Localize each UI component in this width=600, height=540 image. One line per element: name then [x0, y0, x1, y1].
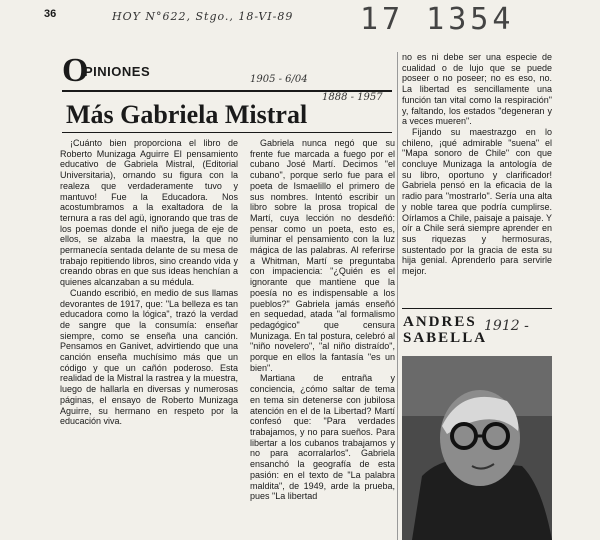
handwritten-reference-number: 17 1354 — [360, 2, 515, 37]
paragraph: Cuando escribió, en medio de sus llamas devorantes de 1917, que: "La belleza es tan educadora como la lógica", trazó la verdad de sangre que la consumía: enseñar siempre, como se enseña una canción. Pensamos en Ganivet, advirtiendo que una canción enseña muchísimo más que un código y que un cañón poderoso. Esta realidad de la Mistral la rastrea y la muestra, luego de hallarla en diversas y numerosas páginas, el ensayo de Roberto Munizaga Aguirre, su hermano en respeto por la educación viva. — [60, 287, 238, 427]
section-label — [62, 54, 162, 88]
handwritten-source-note: HOY N°622, Stgo., 18-VI-89 — [112, 10, 294, 23]
portrait-illustration — [402, 356, 552, 540]
author-portrait-photo — [402, 356, 552, 540]
headline-rule — [62, 132, 392, 133]
author-last-name: SABELLA — [403, 330, 488, 346]
handwritten-author-note: 1912 - — [484, 318, 529, 334]
paragraph: ¡Cuánto bien proporciona el libro de Roberto Munizaga Aguirre El pensamiento educativo de Gabriela Mistral, (Editorial Universitaria), ornando su figura con la realeza que verdaderamente tuvo y mantuvo! Fue la Educadora. Nos acostumbramos a la exaltadora de la ternura a ras del agü, ignorando que tras de los poemas donde el niño juega de eje de ellos, se alzaba la maestra, la que no permanecía sentada delante de su mesa de trabajo repitiendo libros, sino creando vida y creando obras en que sus ideas henchían a quienes alcanzaban a su médula. — [60, 138, 238, 288]
article-column-2 — [250, 138, 395, 502]
section-initial: O — [62, 52, 89, 89]
section-rest: PINIONES — [84, 64, 151, 79]
handwritten-dates-1: 1905 - 6/04 — [250, 74, 308, 85]
page-number: 36 — [44, 8, 57, 20]
article-column-3 — [402, 52, 552, 277]
handwritten-dates-2: 1888 - 1957 — [322, 92, 383, 103]
paragraph: Martiana de entraña y conciencia, ¿cómo saltar de tema en tema sin detenerse con jubilosa atención en el de la Libertad? Martí confesó que: "Para verdades trabajamos, y no para sueños. Para libertar a los cubanos trabajamos y no para acorralarlos". Gabriela ensanchó la geografía de esta pasión: en el texto de "La palabra maldita", de 1949, arde la prueba, pues "La libertad — [250, 373, 395, 502]
byline-rule — [402, 308, 552, 309]
article-column-1 — [60, 138, 238, 427]
column-divider — [397, 52, 398, 540]
author-first-name: ANDRES — [403, 314, 477, 330]
paragraph: Fijando su maestrazgo en lo chileno, ¡qué admirable "suena" el "Mapa sonoro de Chile" con que concluye Munizaga la antología de su libro, oportuno y clarificador! Gabriela pensó en la eficacia de la radio para "mostrarlo". Sería una alta y noble tarea que podría cumplirse. Oírlamos a Chile, paisaje a paisaje. Y oír a Chile será siempre aprender en sus riquezas y hermosuras, sustentado por la gracia de esta su hija genial. Aprenderlo para servirle mejor. — [402, 126, 552, 277]
author-byline — [403, 314, 487, 346]
article-headline: Más Gabriela Mistral — [66, 100, 308, 129]
paragraph: no es ni debe ser una especie de cualidad o de lujo que se puede poseer o no poseer; no es eso, no. La libertad es sencillamente una función tan vital como la respiración" y, faltando, los estados "degeneran y a veces mueren". — [402, 52, 552, 127]
paragraph: Gabriela nunca negó que su frente fue marcada a fuego por el cubano José Martí. Decimos "el cubano", porque serlo fue para el poeta de Ismaelillo el primero de sus nombres. Intentó escribir un libro sobre la prosa tropical de Martí, cuya lección no desdeñó: pensar como un poeta, esto es, iluminar el pensamiento con la luz mágica de las palabras. Al referirse a Whitman, Martí se preguntaba con impaciencia: "¿Quién es el ignorante que mantiene que la poesía no es indispensable a los pueblos?" Gabriela jamás enseñó en sequedad, atada "al formalismo pedagógico" que censura Munizaga. En tal postura, celebró al "niño novelero", "al niño distraído", porque en ellos la fantasía "es un bien". — [250, 138, 395, 373]
